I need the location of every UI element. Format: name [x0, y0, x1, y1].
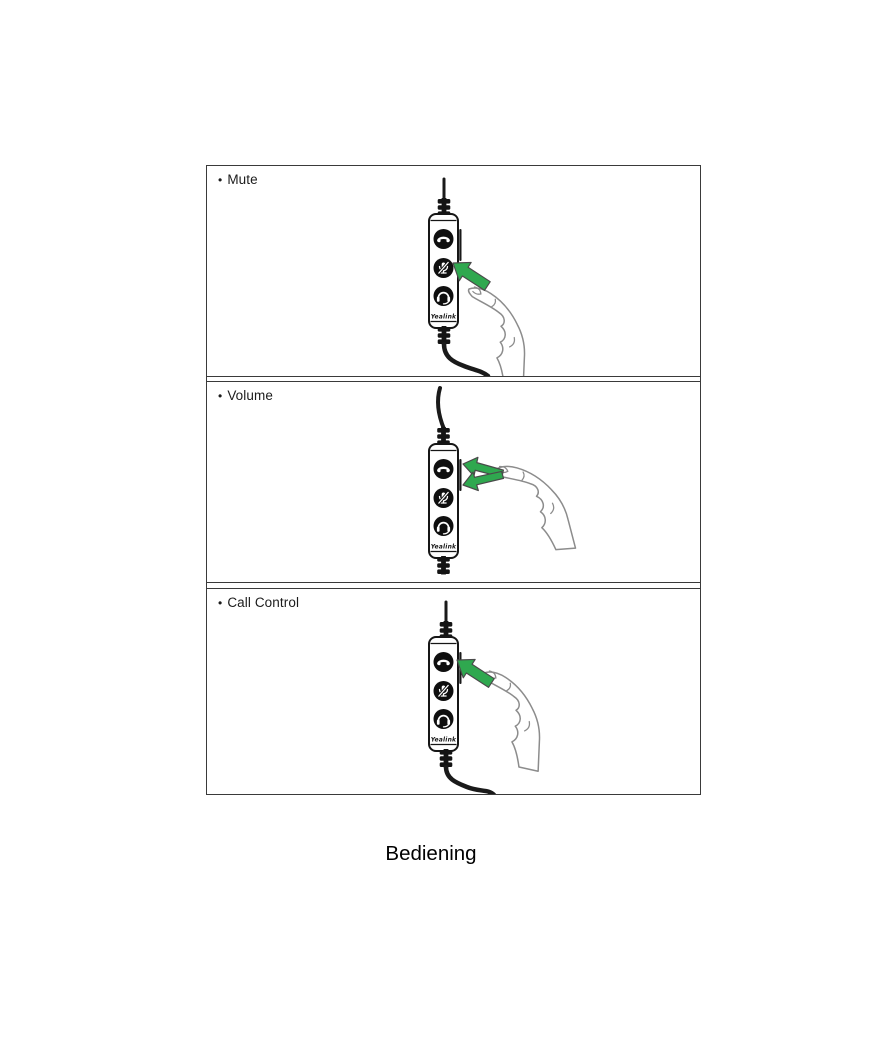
mute-illustration: [207, 166, 700, 376]
volume-illustration: [207, 382, 700, 582]
bullet: •: [218, 389, 223, 403]
figure: [206, 165, 701, 795]
inline-controller: [429, 214, 458, 328]
panel-label-call-control: • Call Control: [218, 595, 300, 610]
volume-rocker: [459, 229, 461, 261]
figure-caption: Bediening: [385, 842, 477, 865]
usb-cable: [444, 344, 488, 376]
panel-mute: [207, 165, 700, 377]
call-control-illustration: [207, 589, 700, 794]
inline-controller: [429, 637, 458, 751]
usb-cable: [446, 767, 494, 794]
panel-call-control: [207, 588, 700, 795]
connector-bottom: [440, 749, 453, 768]
bullet: •: [218, 173, 223, 187]
headset-cable: [438, 388, 444, 429]
connector-top: [437, 427, 450, 446]
panel-label-mute: • Mute: [218, 172, 258, 187]
connector-bottom: [437, 556, 450, 575]
bullet: •: [218, 596, 223, 610]
panel-volume: [207, 381, 700, 583]
inline-controller: [429, 444, 458, 558]
connector-bottom: [438, 326, 451, 345]
volume-rocker: [459, 459, 461, 491]
panel-label-volume: • Volume: [218, 388, 273, 403]
pointing-hand: [451, 666, 571, 777]
